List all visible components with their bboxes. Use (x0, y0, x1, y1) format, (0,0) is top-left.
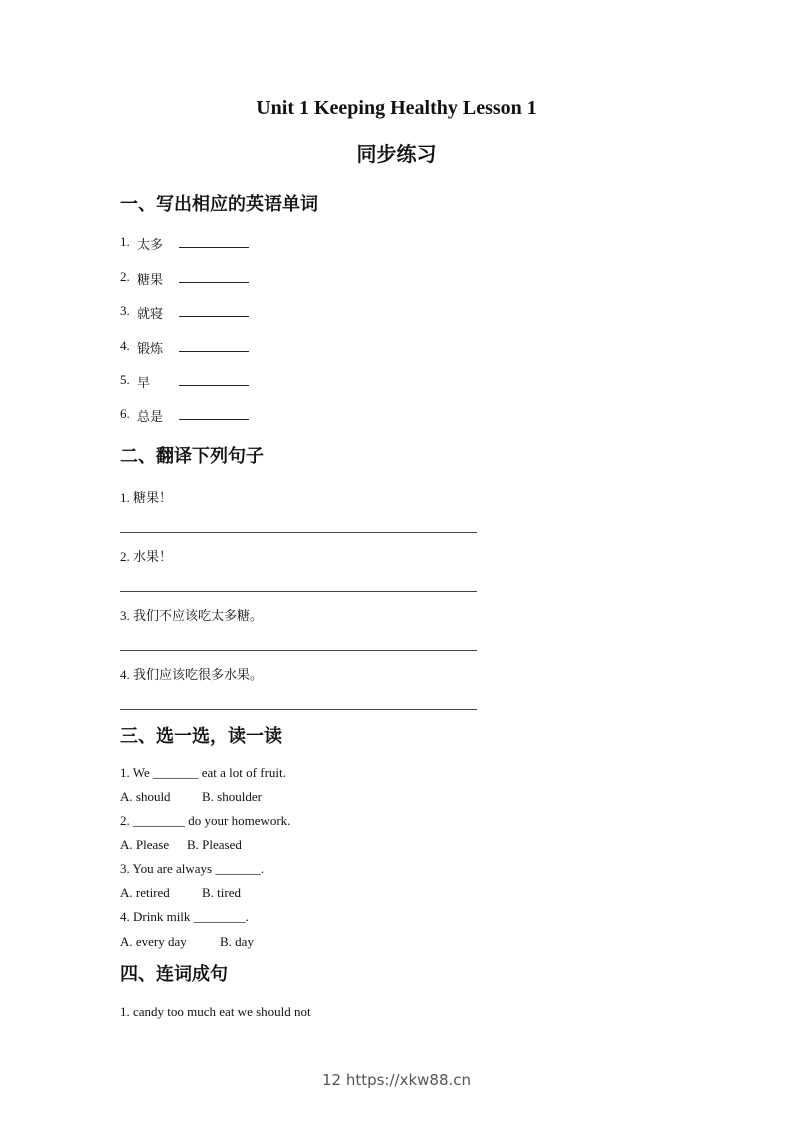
vocab-item (120, 303, 164, 322)
choice-question: 3. You are always _______. (120, 861, 265, 876)
choice-question: 1. We _______ eat a lot of fruit. (120, 765, 286, 780)
option-a[interactable]: A. retired (120, 885, 170, 900)
option-b[interactable]: B. Pleased (187, 837, 242, 852)
item-number: 3. (120, 303, 130, 318)
item-term: 糖果 (137, 273, 164, 288)
option-b[interactable]: B. shoulder (202, 789, 262, 804)
page-subtitle: 同步练习 (356, 142, 437, 166)
page-title: Unit 1 Keeping Healthy Lesson 1 (256, 97, 537, 119)
option-b[interactable]: B. tired (202, 885, 241, 900)
vocab-item (120, 269, 164, 288)
answer-line[interactable] (120, 650, 477, 651)
vocab-item (120, 372, 151, 391)
answer-blank[interactable] (179, 385, 249, 386)
item-term: 早 (137, 376, 151, 391)
choice-question: 2. ________ do your homework. (120, 813, 291, 828)
item-number: 4. (120, 667, 130, 682)
vocab-item (120, 234, 164, 253)
section-2-heading: 二、翻译下列句子 (120, 446, 264, 467)
item-sentence: 我们不应该吃太多糖。 (133, 609, 264, 624)
item-number: 6. (120, 406, 130, 421)
item-term: 太多 (137, 238, 164, 253)
item-number: 2. (120, 549, 130, 564)
section-3-heading: 三、选一选，读一读 (120, 726, 282, 747)
page-footer: 12 https://xkw88.cn (321, 1071, 472, 1089)
answer-line[interactable] (120, 532, 477, 533)
item-number: 3. (120, 608, 130, 623)
item-number: 2. (120, 269, 130, 284)
translate-item (120, 605, 263, 624)
item-number: 1. (120, 490, 130, 505)
option-a[interactable]: A. should (120, 789, 171, 804)
translate-item (120, 487, 172, 506)
item-number: 5. (120, 372, 130, 387)
choice-question: 4. Drink milk ________. (120, 909, 249, 924)
item-number: 1. (120, 234, 130, 249)
word-order-item: 1. candy too much eat we should not (120, 1004, 311, 1019)
answer-line[interactable] (120, 709, 477, 710)
item-sentence: 糖果！ (133, 491, 173, 506)
item-number: 4. (120, 338, 130, 353)
vocab-item (120, 338, 164, 357)
option-a[interactable]: A. Please (120, 837, 170, 852)
item-term: 总是 (137, 410, 164, 425)
vocab-item (120, 406, 164, 425)
choice-options (120, 837, 242, 853)
answer-blank[interactable] (179, 282, 249, 283)
item-term: 就寝 (137, 307, 164, 322)
section-1-heading: 一、写出相应的英语单词 (120, 194, 318, 215)
translate-item (120, 546, 172, 565)
answer-blank[interactable] (179, 316, 249, 317)
choice-options (120, 885, 241, 901)
item-sentence: 水果！ (133, 550, 173, 565)
answer-blank[interactable] (179, 351, 249, 352)
translate-item (120, 664, 263, 683)
item-term: 锻炼 (137, 342, 164, 357)
answer-blank[interactable] (179, 419, 249, 420)
option-b[interactable]: B. day (220, 934, 254, 949)
choice-options (120, 789, 262, 805)
item-sentence: 我们应该吃很多水果。 (133, 668, 264, 683)
option-a[interactable]: A. every day (120, 934, 187, 949)
answer-blank[interactable] (179, 247, 249, 248)
answer-line[interactable] (120, 591, 477, 592)
section-4-heading: 四、连词成句 (120, 964, 228, 985)
choice-options (120, 934, 254, 950)
